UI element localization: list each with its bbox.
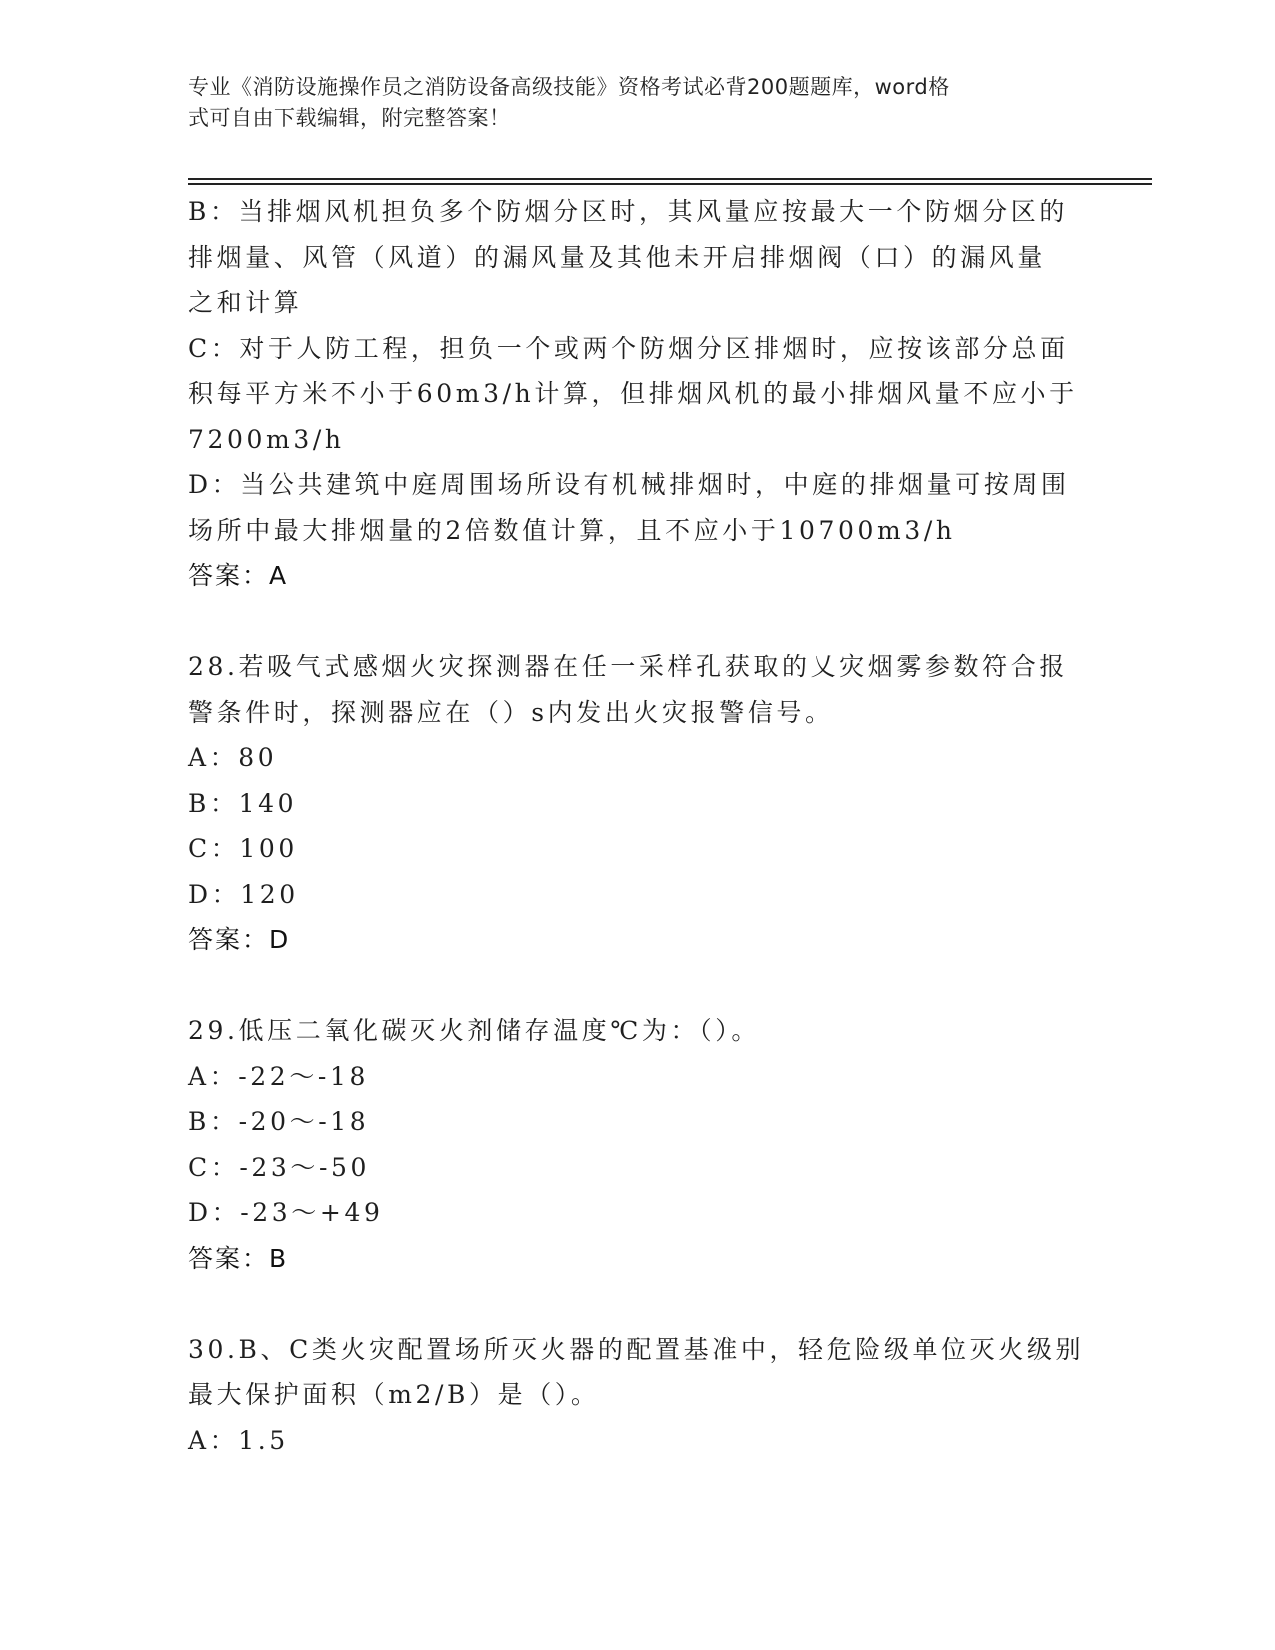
q28-stem-line-2: 警条件时，探测器应在（）s内发出火灾报警信号。 [188, 697, 834, 727]
q27-answer: 答案：A [188, 561, 289, 590]
q28-option-c: C：100 [188, 834, 298, 863]
q29-option-a: A：-22～-18 [188, 1061, 369, 1091]
q27-option-b-line-3: 之和计算 [188, 288, 303, 317]
q29-stem: 29.低压二氧化碳灭火剂储存温度℃为：（）。 [188, 1016, 760, 1045]
q30-option-a: A：1.5 [188, 1425, 289, 1455]
question-29 [188, 1008, 1068, 1281]
q29-option-c: C：-23～-50 [188, 1152, 371, 1182]
q27-option-b-line-1: B：当排烟风机担负多个防烟分区时，其风量应按最大一个防烟分区的 [188, 197, 1068, 226]
spacer [188, 963, 1068, 1009]
question-30 [188, 1327, 1085, 1464]
q27-option-d-line-2: 场所中最大排烟量的2倍数值计算，且不应小于10700m3/h [188, 515, 956, 545]
header-rule-top [188, 178, 1152, 180]
header-line-2: 式可自由下载编辑，附完整答案！ [188, 106, 511, 130]
spacer [188, 1281, 1068, 1327]
header-line-1: 专业《消防设施操作员之消防设备高级技能》资格考试必背200题题库，word格 [188, 75, 950, 99]
q27-option-c-line-2: 积每平方米不小于60m3/h计算，但排烟风机的最小排烟风量不应小于 [188, 379, 1078, 408]
question-content [188, 189, 1085, 1463]
q28-option-a: A：80 [188, 743, 278, 772]
q29-option-d: D：-23～+49 [188, 1198, 384, 1227]
q28-option-d: D：120 [188, 879, 299, 909]
q27-option-c-line-3: 7200m3/h [188, 424, 345, 454]
question-27-options [188, 189, 1078, 599]
q27-option-b-line-2: 排烟量、风管（风道）的漏风量及其他未开启排烟阀（口）的漏风量 [188, 242, 1047, 272]
q28-stem-line-1: 28.若吸气式感烟火灾探测器在任一采样孔获取的乂灾烟雾参数符合报 [188, 652, 1068, 681]
q28-option-b: B：140 [188, 788, 298, 818]
spacer [188, 599, 1068, 645]
q30-stem-line-1: 30.B、C类火灾配置场所灭火器的配置基准中，轻危险级单位灭火级别 [188, 1334, 1085, 1364]
q29-option-b: B：-20～-18 [188, 1107, 370, 1136]
document-header [188, 72, 1068, 134]
q27-option-c-line-1: C：对于人防工程，担负一个或两个防烟分区排烟时，应按该部分总面 [188, 333, 1069, 363]
q30-stem-line-2: 最大保护面积（m2/B）是（）。 [188, 1380, 600, 1409]
q27-option-d-line-1: D：当公共建筑中庭周围场所设有机械排烟时，中庭的排烟量可按周围 [188, 470, 1070, 499]
header-rule-bottom [188, 183, 1152, 185]
q28-answer: 答案：D [188, 925, 291, 954]
question-28 [188, 644, 1068, 963]
q29-answer: 答案：B [188, 1243, 289, 1273]
